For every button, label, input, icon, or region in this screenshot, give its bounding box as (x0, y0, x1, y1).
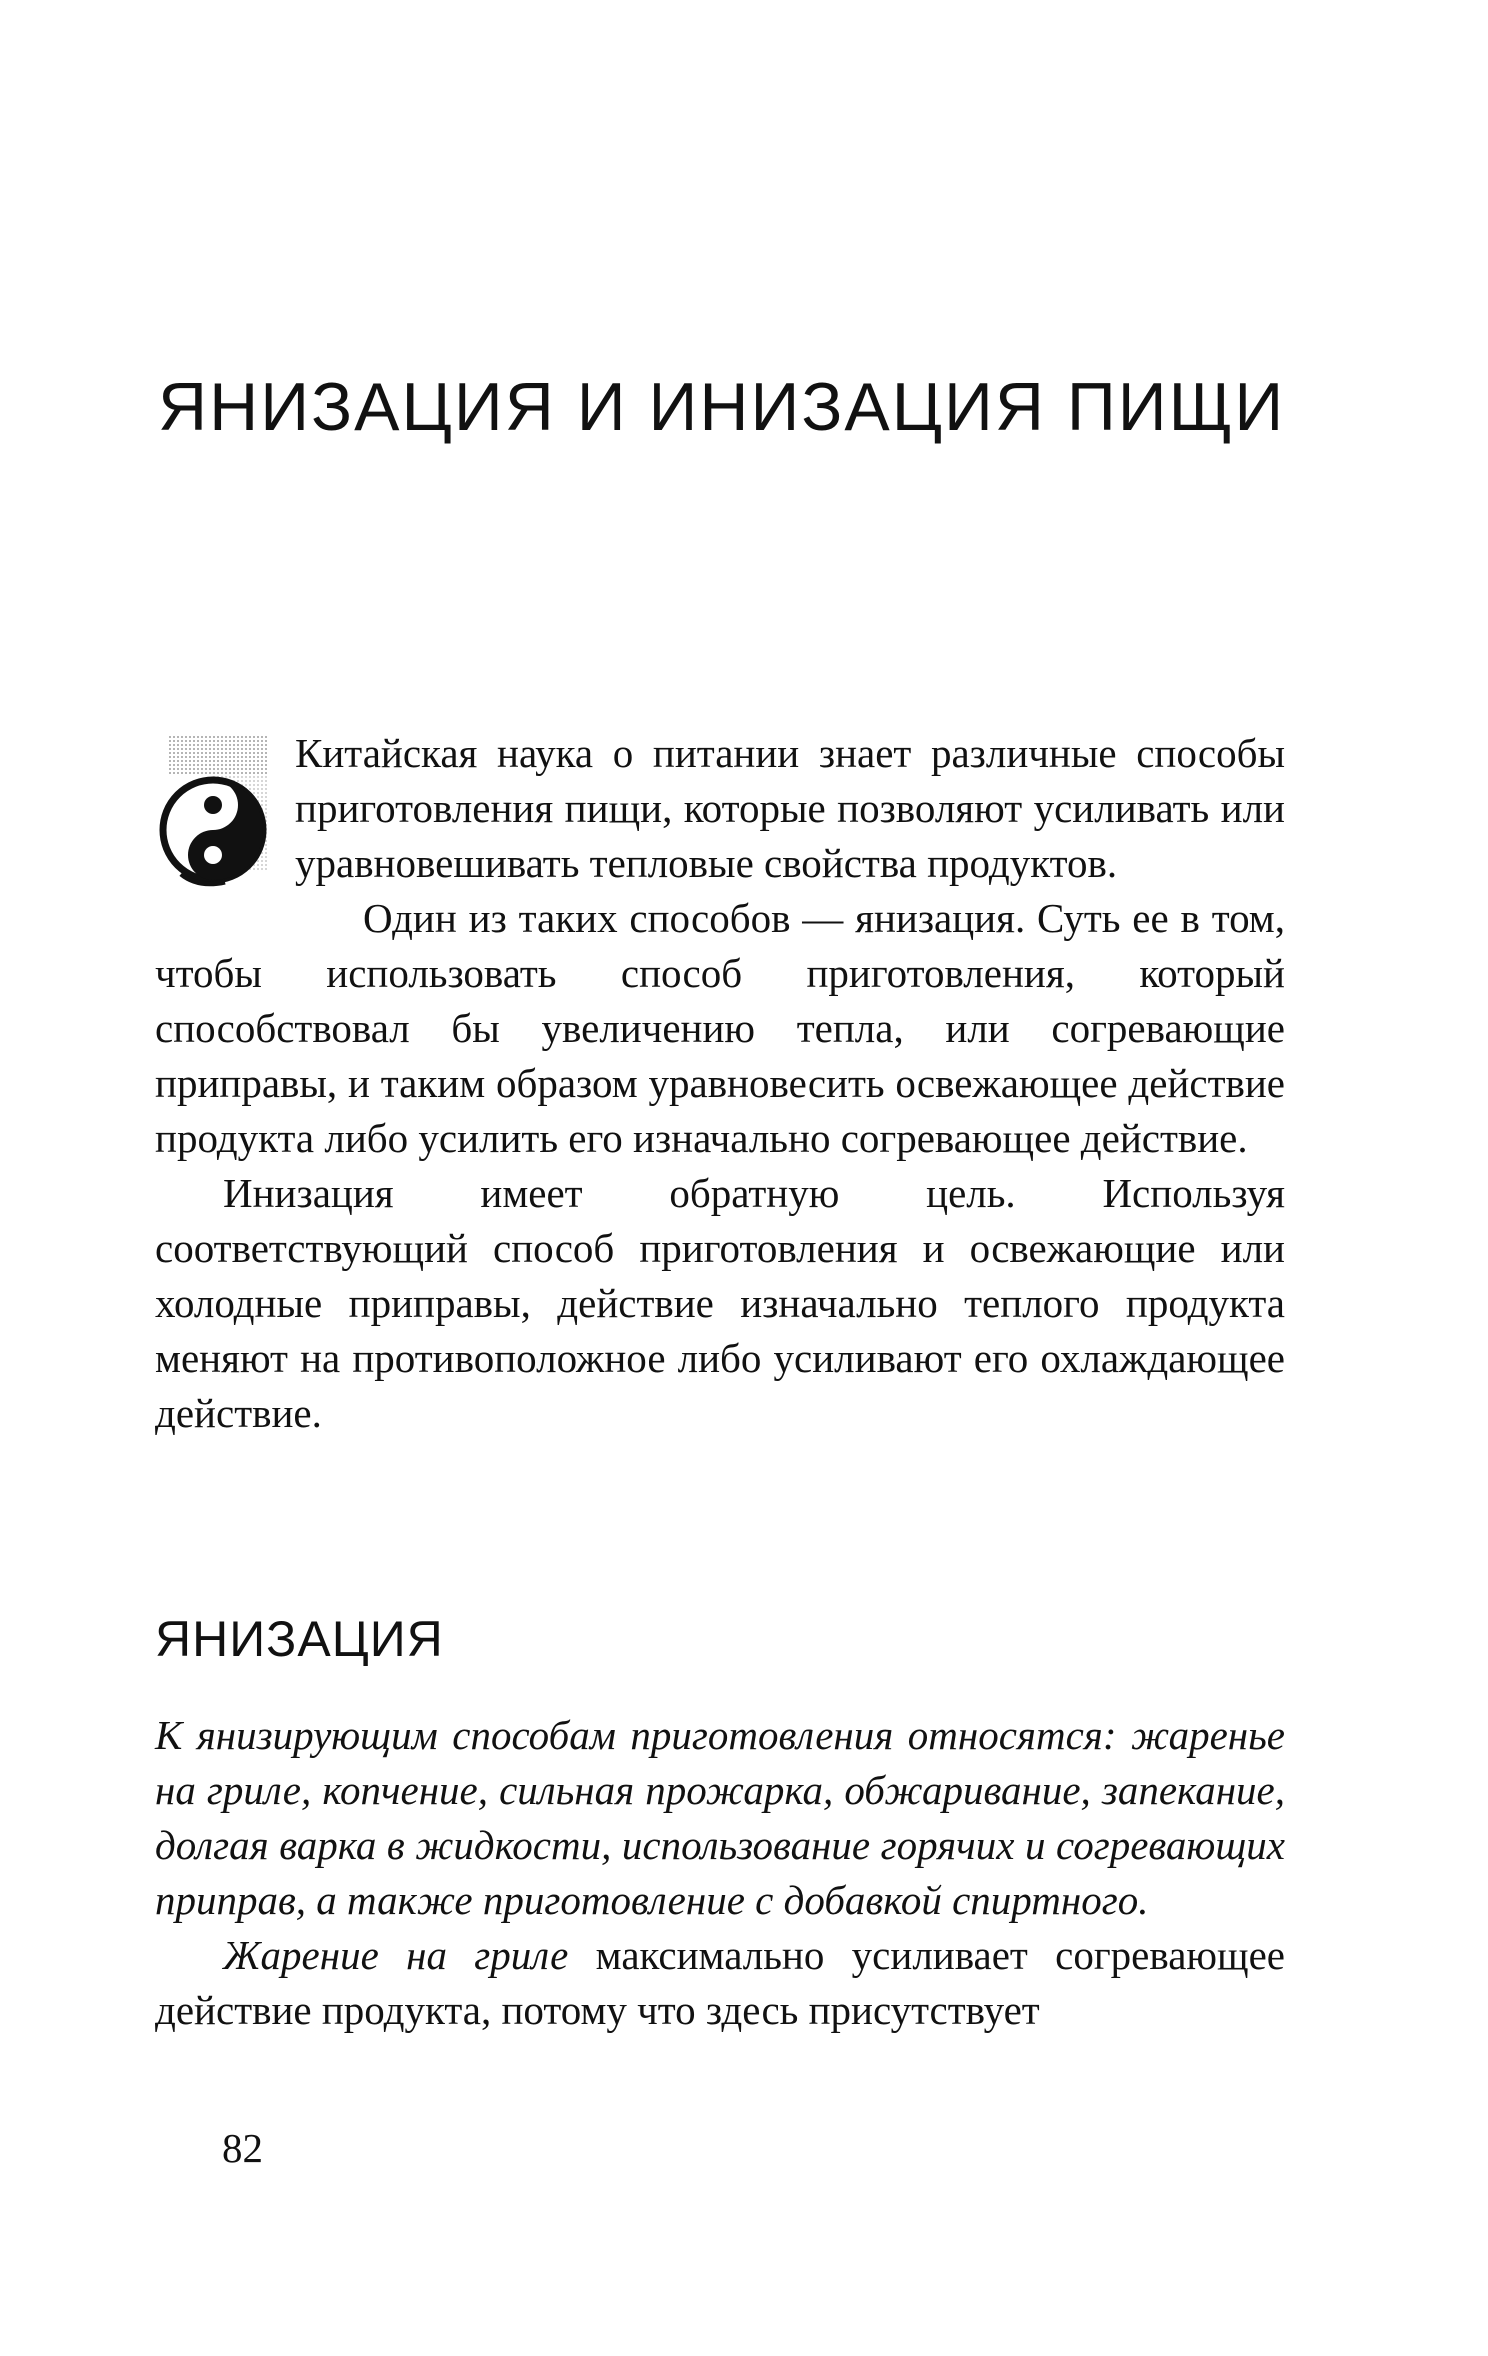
section-text (155, 1708, 1285, 2038)
paragraph-grill-text: максимально усиливает согревающее действие продукта, потому что здесь присутствует (155, 1932, 1285, 2033)
yin-yang-icon (153, 732, 273, 894)
page-number: 82 (222, 2125, 263, 2171)
paragraph-intro-2: Один из таких способов — янизация. Суть ее в том, чтобы использовать способ приготовления, который способствовал бы увеличению тепла, или согревающие приправы, и таким образом уравновесить освежающее действие продукта либо усилить его изначально согревающее действие. (155, 895, 1285, 1161)
paragraph-cooking-methods: К янизирующим способам приготовления относятся: жаренье на гриле, копчение, сильная прожарка, обжаривание, запекание, долгая варка в жидкости, использование горячих и согревающих приправ, а также приготовление с добавкой спиртного. (155, 1712, 1285, 1923)
chapter-title: ЯНИЗАЦИЯ И ИНИЗАЦИЯ ПИЩИ (158, 369, 1286, 445)
paragraph-grill (155, 1928, 1285, 2038)
paragraph-intro-3: Инизация имеет обратную цель. Используя соответствующий способ приготовления и освежающие или холодные приправы, действие изначально теплого продукта меняют на противоположное либо усиливают его охлаждающее действие. (155, 1170, 1285, 1436)
paragraph-intro-1: Китайская наука о питании знает различные способы приготовления пищи, которые позволяют усиливать или уравновешивать тепловые свойства продуктов. (295, 730, 1285, 886)
section-title: ЯНИЗАЦИЯ (155, 1611, 444, 1667)
intro-text (155, 726, 1285, 1441)
term-grill: Жарение на гриле (223, 1932, 569, 1978)
